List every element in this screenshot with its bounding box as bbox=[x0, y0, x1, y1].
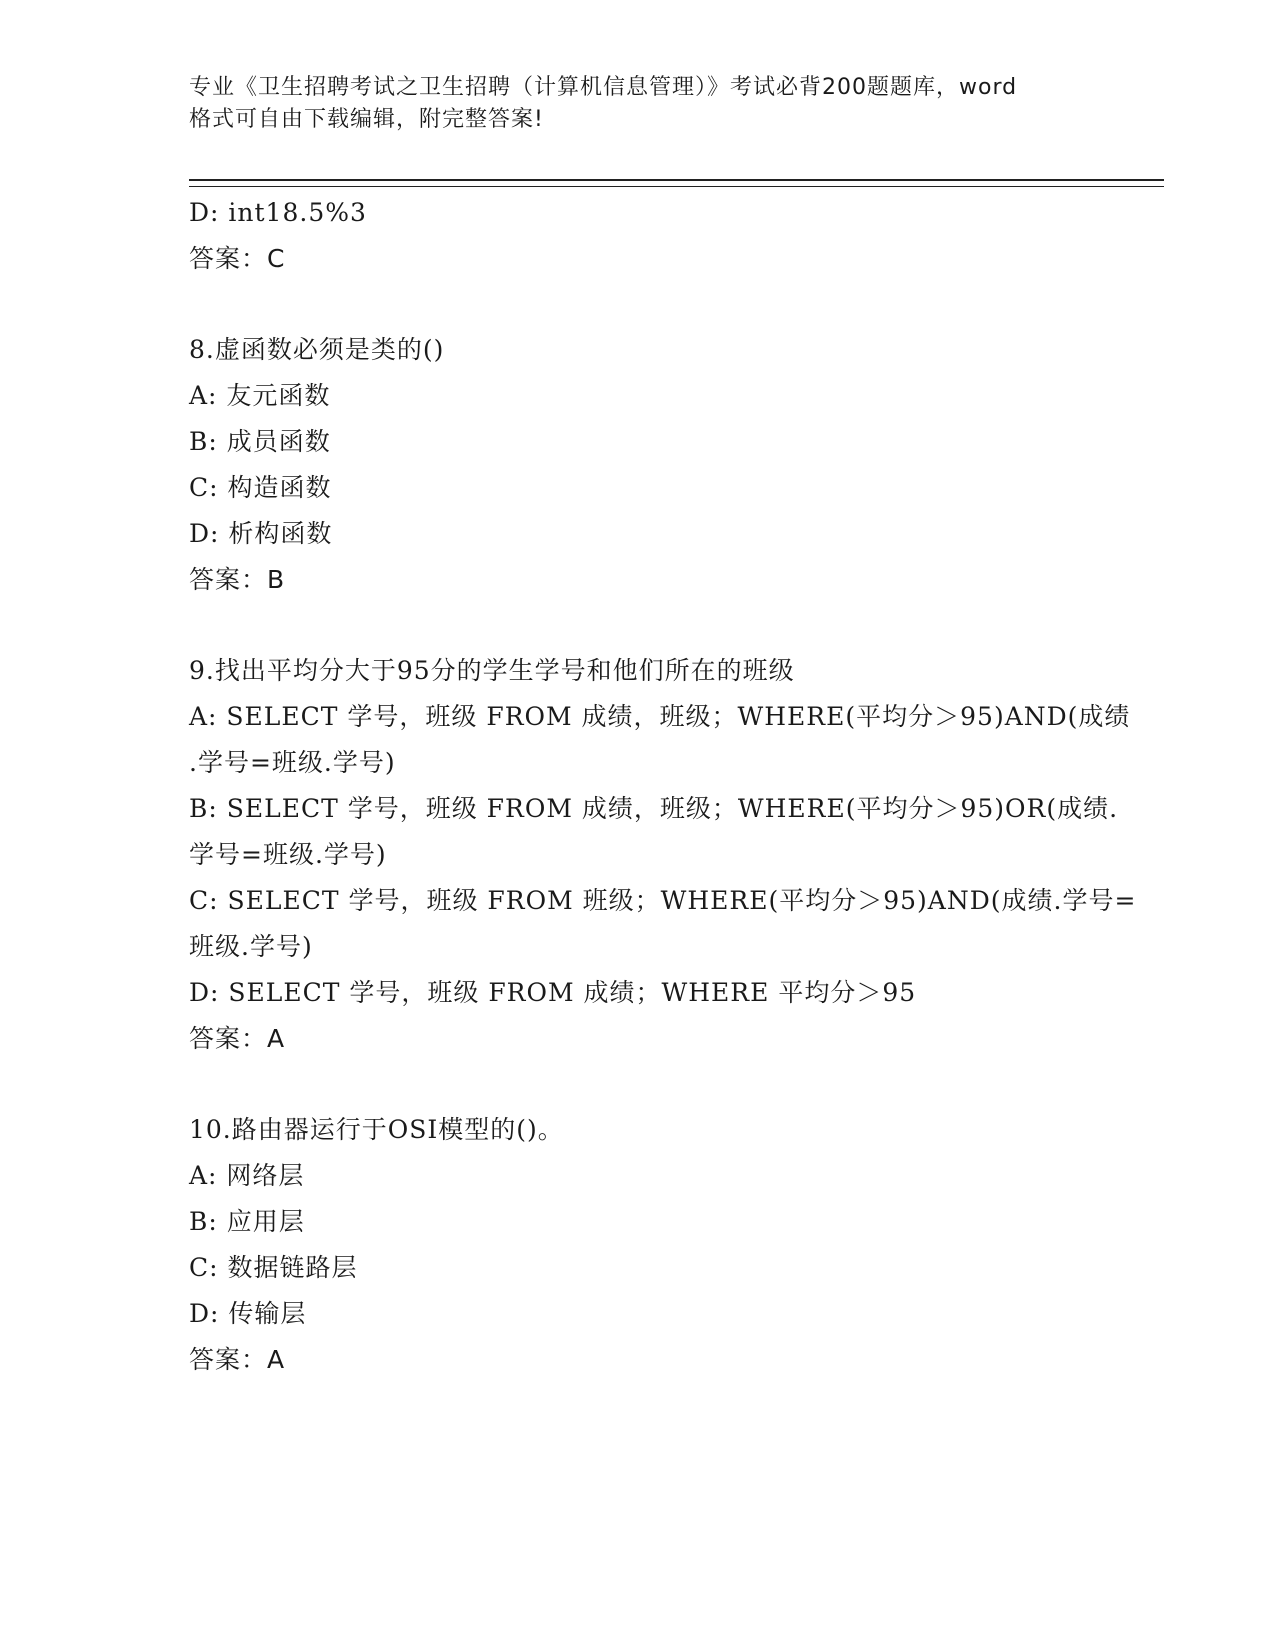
question-8 bbox=[189, 327, 1149, 603]
question-9-stem: 9.找出平均分大于95分的学生学号和他们所在的班级 bbox=[189, 656, 795, 685]
question-10-option-b: B: 应用层 bbox=[189, 1207, 305, 1236]
question-7-tail bbox=[189, 190, 1149, 282]
question-9-option-c-line-2: 班级.学号) bbox=[189, 932, 313, 961]
question-content bbox=[189, 190, 1149, 1383]
question-8-stem: 8.虚函数必须是类的() bbox=[189, 335, 445, 364]
question-8-option-a: A: 友元函数 bbox=[189, 381, 331, 410]
spacer bbox=[189, 282, 1149, 327]
question-8-option-d: D: 析构函数 bbox=[189, 519, 333, 548]
question-9-option-a-line-1: A: SELECT 学号，班级 FROM 成绩，班级；WHERE(平均分＞95)AND(成绩 bbox=[189, 702, 1131, 731]
document-header bbox=[189, 72, 1089, 136]
header-title-line-2: 格式可自由下载编辑，附完整答案! bbox=[189, 107, 544, 132]
question-8-answer: 答案：B bbox=[189, 565, 286, 594]
question-9-answer: 答案：A bbox=[189, 1024, 286, 1053]
question-10-option-c: C: 数据链路层 bbox=[189, 1253, 358, 1282]
question-9-option-b-line-1: B: SELECT 学号，班级 FROM 成绩，班级；WHERE(平均分＞95)OR(成绩. bbox=[189, 794, 1119, 823]
header-divider bbox=[189, 179, 1164, 187]
question-9-option-d: D: SELECT 学号，班级 FROM 成绩；WHERE 平均分＞95 bbox=[189, 978, 917, 1007]
question-8-option-c: C: 构造函数 bbox=[189, 473, 332, 502]
question-9-option-c-line-1: C: SELECT 学号，班级 FROM 班级；WHERE(平均分＞95)AND(成绩.学号= bbox=[189, 886, 1137, 915]
question-9 bbox=[189, 648, 1149, 1062]
question-7-option-d: D: int18.5%3 bbox=[189, 198, 367, 227]
question-10-option-d: D: 传输层 bbox=[189, 1299, 307, 1328]
question-10-answer: 答案：A bbox=[189, 1345, 286, 1374]
header-title-line-1: 专业《卫生招聘考试之卫生招聘（计算机信息管理）》考试必背200题题库，word bbox=[189, 75, 1018, 100]
question-9-option-b-line-2: 学号=班级.学号) bbox=[189, 840, 387, 869]
question-10 bbox=[189, 1107, 1149, 1383]
question-8-option-b: B: 成员函数 bbox=[189, 427, 331, 456]
spacer bbox=[189, 1062, 1149, 1107]
spacer bbox=[189, 603, 1149, 648]
question-10-option-a: A: 网络层 bbox=[189, 1161, 305, 1190]
question-10-stem: 10.路由器运行于OSI模型的()。 bbox=[189, 1115, 564, 1144]
question-9-option-a-line-2: .学号=班级.学号) bbox=[189, 748, 396, 777]
question-7-answer: 答案：C bbox=[189, 244, 286, 273]
